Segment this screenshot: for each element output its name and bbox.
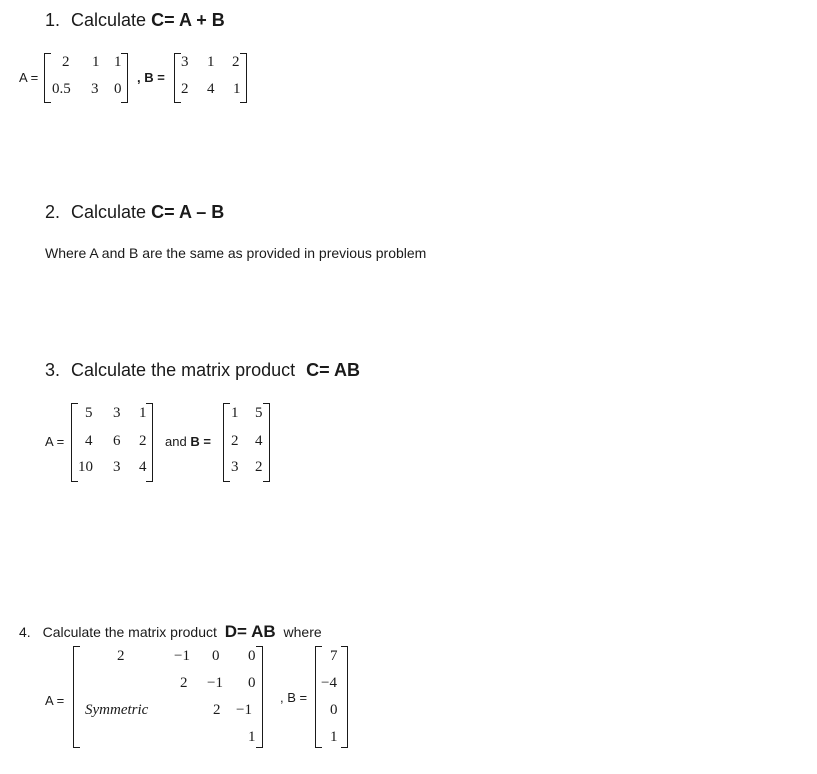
left-bracket bbox=[223, 403, 230, 482]
matrix-cell: 0 bbox=[330, 702, 338, 718]
matrix-cell: 7 bbox=[330, 648, 338, 664]
matrix-cell: 4 bbox=[85, 433, 93, 449]
symmetric-label: Symmetric bbox=[85, 702, 149, 718]
problem-3-number: 3. bbox=[45, 360, 61, 380]
problem-3-heading bbox=[45, 360, 360, 381]
right-bracket bbox=[121, 53, 128, 103]
matrix-cell: 2 bbox=[181, 81, 189, 97]
matrix-cell: 2 bbox=[232, 54, 240, 70]
matrix-cell: 0 bbox=[248, 675, 256, 691]
problem-4-number: 4. bbox=[19, 624, 31, 640]
problem-2-formula: C= A – B bbox=[151, 202, 225, 222]
problem-4-where: where bbox=[283, 624, 322, 640]
problem-2-heading bbox=[45, 202, 224, 223]
problem-3-and: and bbox=[165, 434, 187, 449]
matrix-cell: 2 bbox=[180, 675, 188, 691]
matrix-cell: 3 bbox=[231, 459, 239, 475]
matrix-cell: 1 bbox=[330, 729, 338, 745]
right-bracket bbox=[256, 646, 263, 748]
matrix-cell: 0 bbox=[114, 81, 122, 97]
problem-3-b-label: B = bbox=[190, 434, 211, 449]
right-bracket bbox=[263, 403, 270, 482]
problem-4-text: Calculate the matrix product bbox=[42, 624, 217, 640]
matrix-cell: 3 bbox=[181, 54, 189, 70]
problem-1-number: 1. bbox=[45, 10, 61, 30]
matrix-cell: 0 bbox=[248, 648, 256, 664]
matrix-cell: 1 bbox=[92, 54, 100, 70]
matrix-cell: 5 bbox=[85, 405, 93, 421]
matrix-cell: 0 bbox=[212, 648, 220, 664]
problem-1-heading bbox=[45, 10, 225, 31]
matrix-cell: 1 bbox=[248, 729, 256, 745]
problem-3-formula: C= AB bbox=[306, 360, 360, 380]
matrix-cell: −1 bbox=[236, 702, 252, 718]
problem-4-b-label: , B = bbox=[280, 690, 308, 705]
problem-2-note: Where A and B are the same as provided in previous problem bbox=[45, 245, 427, 261]
matrix-cell: 1 bbox=[139, 405, 147, 421]
problem-1-text: Calculate bbox=[71, 10, 147, 30]
problem-1-a-label: A = bbox=[19, 70, 39, 85]
problem-3-a-label: A = bbox=[45, 434, 65, 449]
left-bracket bbox=[44, 53, 51, 103]
matrix-cell: 2 bbox=[62, 54, 70, 70]
matrix-cell: −1 bbox=[207, 675, 223, 691]
problem-1-b-label: , B = bbox=[137, 70, 165, 85]
left-bracket bbox=[315, 646, 322, 748]
matrix-cell: 10 bbox=[78, 459, 93, 475]
matrix-cell: 2 bbox=[231, 433, 239, 449]
matrix-cell: 1 bbox=[233, 81, 241, 97]
matrix-cell: 0.5 bbox=[52, 81, 71, 97]
matrix-cell: 3 bbox=[113, 405, 121, 421]
matrix-cell: −1 bbox=[174, 648, 190, 664]
problem-4-a-label: A = bbox=[45, 693, 65, 708]
problem-2-text: Calculate bbox=[71, 202, 147, 222]
right-bracket bbox=[146, 403, 153, 482]
matrix-cell: 2 bbox=[117, 648, 125, 664]
matrix-cell: 3 bbox=[91, 81, 99, 97]
left-bracket bbox=[73, 646, 80, 748]
matrix-cell: 2 bbox=[213, 702, 221, 718]
matrix-cell: 5 bbox=[255, 405, 263, 421]
matrix-cell: 3 bbox=[113, 459, 121, 475]
matrix-cell: 2 bbox=[255, 459, 263, 475]
matrix-cell: −4 bbox=[321, 675, 337, 691]
matrix-cell: 4 bbox=[139, 459, 147, 475]
matrix-cell: 1 bbox=[114, 54, 122, 70]
matrix-cell: 2 bbox=[139, 433, 147, 449]
matrix-cell: 4 bbox=[207, 81, 215, 97]
problem-2-number: 2. bbox=[45, 202, 61, 222]
problem-4-heading bbox=[19, 622, 322, 642]
problem-1-formula: C= A + B bbox=[151, 10, 225, 30]
matrix-cell: 1 bbox=[231, 405, 239, 421]
left-bracket bbox=[174, 53, 181, 103]
right-bracket bbox=[240, 53, 247, 103]
matrix-cell: 4 bbox=[255, 433, 263, 449]
problem-3-text: Calculate the matrix product bbox=[71, 360, 296, 380]
problem-3-b-label-group bbox=[165, 434, 211, 449]
matrix-cell: 6 bbox=[113, 433, 121, 449]
problem-4-formula: D= AB bbox=[224, 622, 276, 641]
left-bracket bbox=[71, 403, 78, 482]
matrix-cell: 1 bbox=[207, 54, 215, 70]
right-bracket bbox=[341, 646, 348, 748]
